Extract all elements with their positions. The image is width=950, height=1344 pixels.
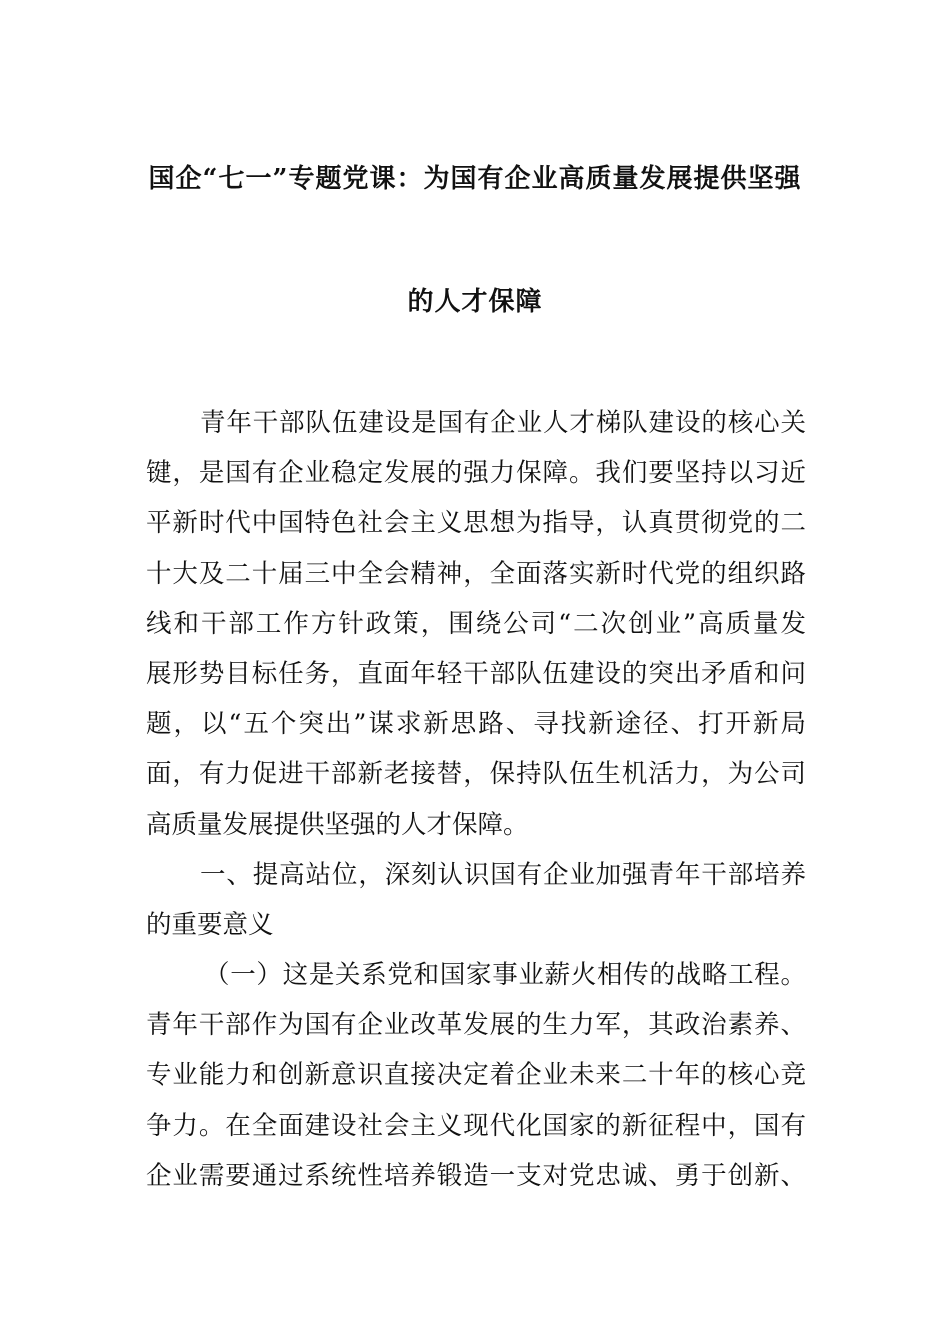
paragraph-1-line-6: 展形势目标任务，直面年轻干部队伍建设的突出矛盾和问 — [146, 658, 806, 689]
paragraph-1-line-7: 题，以“五个突出”谋求新思路、寻找新途径、打开新局 — [146, 709, 806, 740]
document-title-line-1: 国企“七一”专题党课：为国有企业高质量发展提供坚强 — [148, 164, 802, 194]
paragraph-1-line-1: 青年干部队伍建设是国有企业人才梯队建设的核心关 — [200, 408, 806, 438]
document-body — [146, 398, 806, 1201]
paragraph-2-line-2: 青年干部作为国有企业改革发展的生力军，其政治素养、 — [146, 1010, 806, 1041]
paragraph-1-line-9: 高质量发展提供坚强的人才保障。 — [146, 809, 529, 840]
document-title-line-2: 的人才保障 — [407, 287, 543, 317]
paragraph-1-line-8: 面，有力促进干部新老接替，保持队伍生机活力，为公司 — [146, 759, 806, 790]
section-heading-line-2: 的重要意义 — [146, 909, 274, 940]
paragraph-2-line-1: （一）这是关系党和国家事业薪火相传的战略工程。 — [204, 960, 806, 991]
paragraph-2-line-3: 专业能力和创新意识直接决定着企业未来二十年的核心竞 — [146, 1060, 806, 1091]
paragraph-1-line-2: 键，是国有企业稳定发展的强力保障。我们要坚持以习近 — [146, 458, 806, 489]
paragraph-1-line-4: 十大及二十届三中全会精神，全面落实新时代党的组织路 — [146, 558, 806, 589]
paragraph-2-line-4: 争力。在全面建设社会主义现代化国家的新征程中，国有 — [146, 1110, 806, 1141]
section-heading-line-1: 一、提高站位，深刻认识国有企业加强青年干部培养 — [200, 859, 806, 890]
paragraph-2-line-5: 企业需要通过系统性培养锻造一支对党忠诚、勇于创新、 — [146, 1160, 806, 1191]
paragraph-1-line-3: 平新时代中国特色社会主义思想为指导，认真贯彻党的二 — [146, 508, 806, 539]
paragraph-1-line-5: 线和干部工作方针政策，围绕公司“二次创业”高质量发 — [146, 608, 806, 639]
